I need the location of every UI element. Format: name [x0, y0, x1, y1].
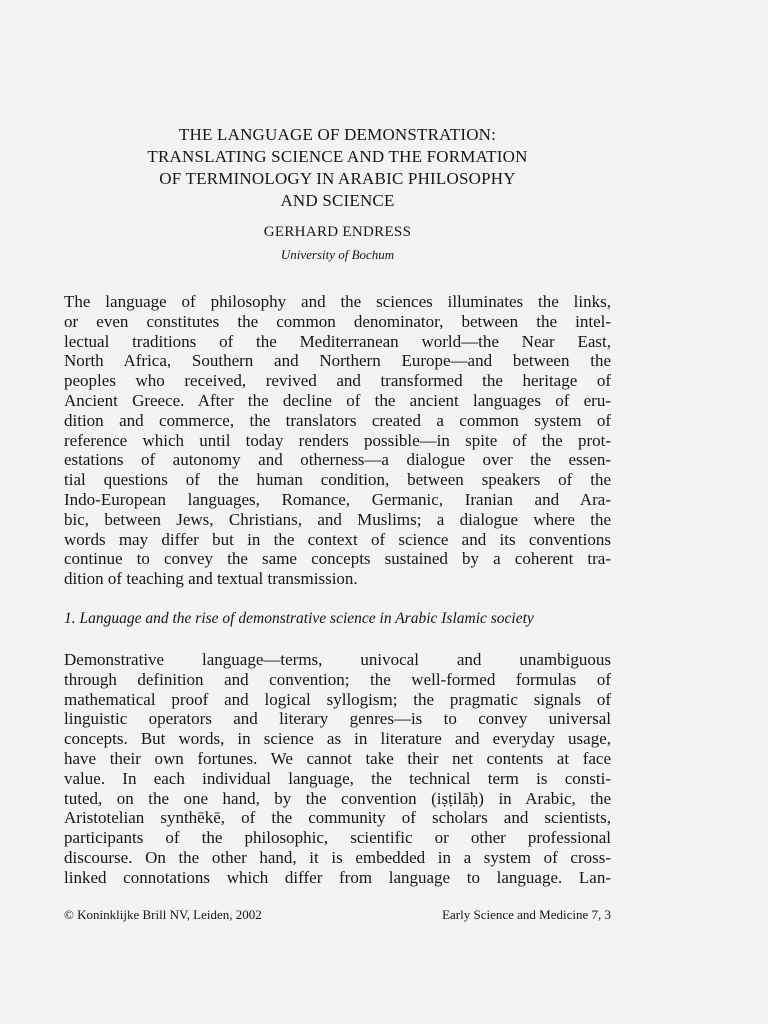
title-line: OF TERMINOLOGY IN ARABIC PHILOSOPHY — [159, 169, 516, 188]
journal-citation: Early Science and Medicine 7, 3 — [442, 907, 611, 922]
text-line: bic, between Jews, Christians, and Muslims; a dialogue where the — [64, 509, 611, 529]
text-line: Ancient Greece. After the decline of the ancient languages of eru- — [64, 390, 611, 410]
text-line: participants of the philosophic, scientific or other professional — [64, 828, 611, 848]
article-page — [64, 124, 611, 887]
text-line: dition of teaching and textual transmission. — [64, 569, 358, 589]
text-line: reference which until today renders possible—in spite of the prot- — [64, 430, 611, 450]
article-title — [64, 124, 611, 212]
author-affiliation: University of Bochum — [280, 247, 395, 262]
text-line: mathematical proof and logical syllogism; the pragmatic signals of — [64, 689, 611, 709]
text-line: or even constitutes the common denominator, between the intel- — [64, 311, 611, 331]
title-line: AND SCIENCE — [280, 191, 395, 210]
text-line: dition and commerce, the translators created a common system of — [64, 410, 611, 430]
text-line: value. In each individual language, the technical term is consti- — [64, 768, 611, 788]
text-line: North Africa, Southern and Northern Europe—and between the — [64, 351, 611, 371]
text-line: words may differ but in the context of science and its conventions — [64, 529, 611, 549]
title-line: THE LANGUAGE OF DEMONSTRATION: — [178, 125, 497, 144]
section-heading: 1. Language and the rise of demonstrative science in Arabic Islamic society — [64, 610, 534, 627]
page-footer — [64, 907, 611, 923]
text-line: linguistic operators and literary genres—is to convey universal — [64, 709, 611, 729]
text-line: discourse. On the other hand, it is embedded in a system of cross- — [64, 847, 611, 867]
author-name: GERHARD ENDRESS — [263, 224, 412, 240]
text-line: Indo-European languages, Romance, Germanic, Iranian and Ara- — [64, 489, 611, 509]
text-line: tuted, on the one hand, by the convention (iṣṭilāḥ) in Arabic, the — [64, 788, 611, 808]
text-line: The language of philosophy and the sciences illuminates the links, — [64, 292, 611, 311]
text-line: through definition and convention; the well-formed formulas of — [64, 669, 611, 689]
intro-paragraph — [64, 292, 611, 589]
text-line: Aristotelian synthēkē, of the community of scholars and scientists, — [64, 808, 611, 828]
text-line: linked connotations which differ from language to language. Lan- — [64, 867, 611, 887]
text-line: Demonstrative language—terms, univocal and unambiguous — [64, 650, 611, 669]
text-line: concepts. But words, in science as in literature and everyday usage, — [64, 729, 611, 749]
text-line: peoples who received, revived and transformed the heritage of — [64, 371, 611, 391]
text-line: estations of autonomy and otherness—a dialogue over the essen- — [64, 450, 611, 470]
section-paragraph — [64, 650, 611, 888]
text-line: have their own fortunes. We cannot take their net contents at face — [64, 748, 611, 768]
text-line: lectual traditions of the Mediterranean world—the Near East, — [64, 331, 611, 351]
title-line: TRANSLATING SCIENCE AND THE FORMATION — [147, 147, 528, 166]
text-line: tial questions of the human condition, between speakers of the — [64, 470, 611, 490]
copyright-notice: © Koninklijke Brill NV, Leiden, 2002 — [64, 907, 262, 922]
text-line: continue to convey the same concepts sustained by a coherent tra- — [64, 549, 611, 569]
